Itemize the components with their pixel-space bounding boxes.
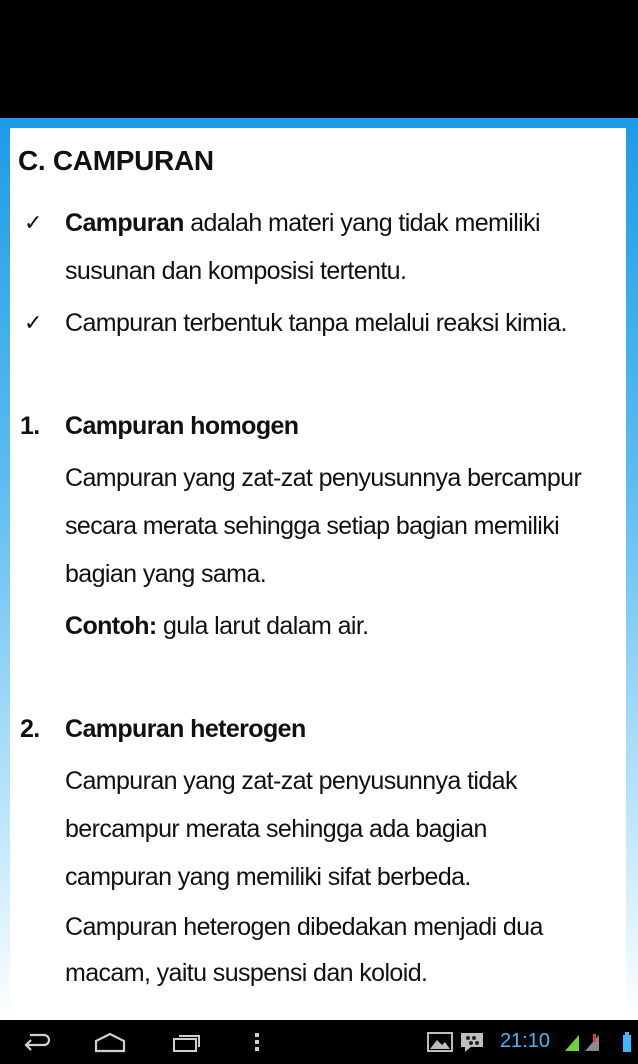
signal-icon xyxy=(563,1031,617,1053)
section-1-line-1: Campuran yang zat-zat penyusunnya bercampur xyxy=(65,464,582,492)
bullet-1-line-1: Campuran adalah materi yang tidak memiliki xyxy=(65,209,540,237)
battery-status xyxy=(620,1028,634,1056)
bbm-notification[interactable] xyxy=(458,1028,486,1056)
menu-button[interactable] xyxy=(250,1028,264,1056)
section-2-line-3: campuran yang memiliki sifat berbeda. xyxy=(65,863,471,891)
section-2-line-2: bercampur merata sehingga ada bagian xyxy=(65,815,487,843)
section-1-line-3: bagian yang sama. xyxy=(65,560,267,588)
recent-apps-icon xyxy=(170,1031,202,1053)
section-2-heading: Campuran heterogen xyxy=(65,715,306,743)
gallery-icon xyxy=(427,1031,453,1053)
checkmark-icon: ✓ xyxy=(24,311,43,336)
back-icon xyxy=(22,1031,52,1053)
gallery-notification[interactable] xyxy=(426,1028,454,1056)
home-button[interactable] xyxy=(90,1028,130,1056)
system-navigation-bar xyxy=(0,1020,638,1064)
back-button[interactable] xyxy=(20,1028,54,1056)
section-1-example: Contoh: gula larut dalam air. xyxy=(65,612,369,640)
battery-icon xyxy=(622,1031,632,1053)
bbm-icon xyxy=(459,1031,485,1053)
section-1-line-2: secara merata sehingga setiap bagian memiliki xyxy=(65,512,560,540)
top-black-area xyxy=(0,0,638,118)
menu-icon xyxy=(254,1032,260,1052)
signal-status xyxy=(562,1028,618,1056)
bullet-2-line-1: Campuran terbentuk tanpa melalui reaksi kimia. xyxy=(65,309,567,337)
home-icon xyxy=(92,1031,128,1053)
slide-content xyxy=(10,128,626,1020)
section-2-para2-line-2: macam, yaitu suspensi dan koloid. xyxy=(65,959,428,987)
status-time: 21:10 xyxy=(499,1030,550,1052)
section-1-number: 1. xyxy=(20,412,40,440)
bullet-1-line-2: susunan dan komposisi tertentu. xyxy=(65,257,407,285)
section-2-line-1: Campuran yang zat-zat penyusunnya tidak xyxy=(65,767,517,795)
section-2-para2-line-1: Campuran heterogen dibedakan menjadi dua xyxy=(65,913,543,941)
slide-title: C. CAMPURAN xyxy=(18,145,214,176)
checkmark-icon: ✓ xyxy=(24,211,43,236)
recent-apps-button[interactable] xyxy=(168,1028,204,1056)
section-2-number: 2. xyxy=(20,715,40,743)
section-1-heading: Campuran homogen xyxy=(65,412,299,440)
